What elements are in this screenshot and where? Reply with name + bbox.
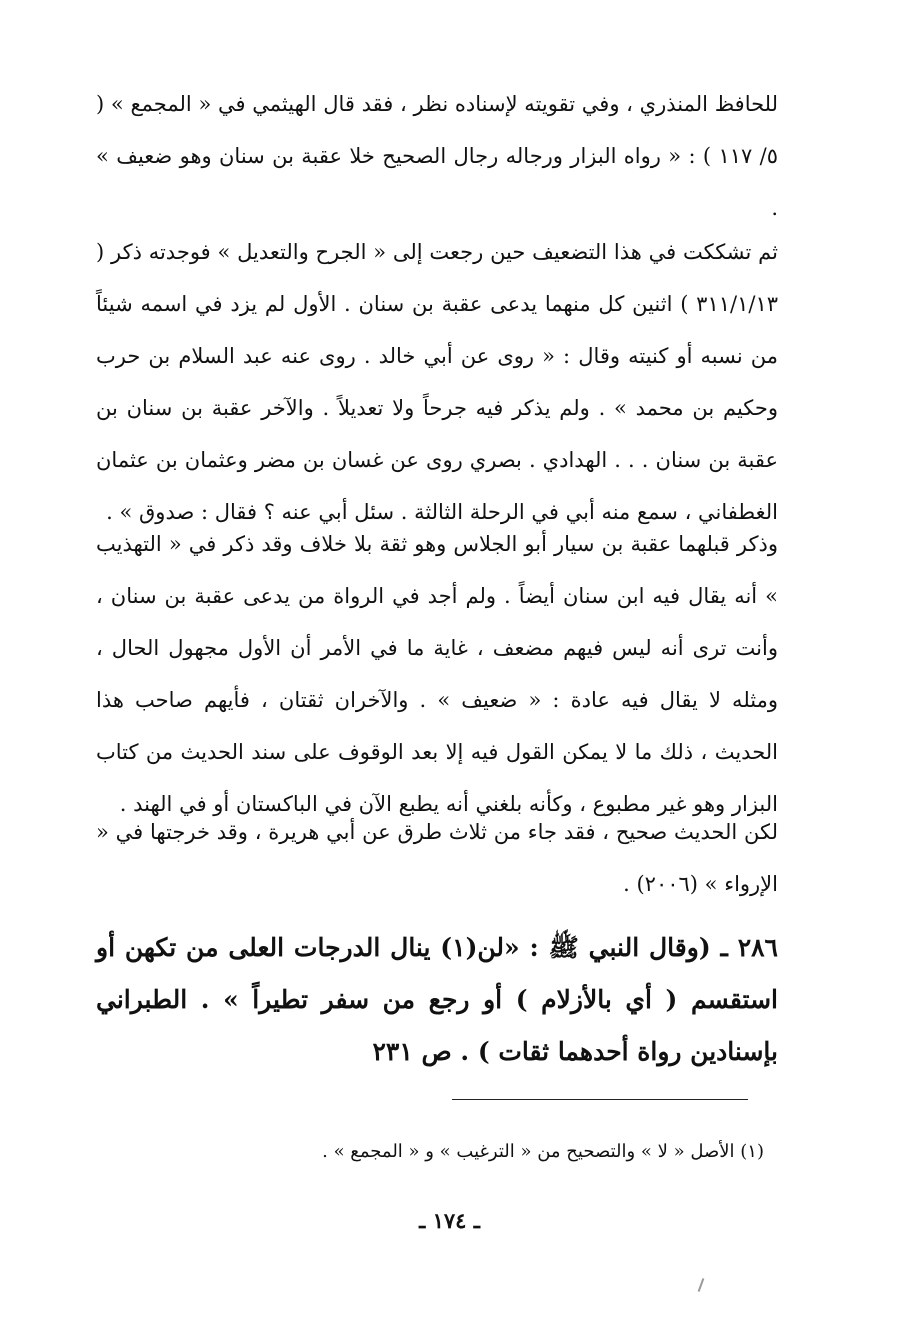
paragraph-4: لكن الحديث صحيح ، فقد جاء من ثلاث طرق عن أبي هريرة ، وقد خرجتها في « الإرواء » (٢٠٠٦) . <box>96 820 778 896</box>
footnote-separator <box>452 1099 748 1100</box>
footnote: (١) الأصل « لا » والتصحيح من « الترغيب » و « المجمع » . <box>322 1141 764 1162</box>
paragraph-3: وذكر قبلهما عقبة بن سيار أبو الجلاس وهو ثقة بلا خلاف وقد ذكر في « التهذيب » أنه يقال فيه ابن سنان أيضاً . ولم أجد في الرواة من يدعى عقبة بن سنان ، وأنت ترى أنه ليس فيهم مضعف ، غاية ما في الأمر أن الأول مجهول الحال ، ومثله لا يقال فيه عادة : « ضعيف » . والآخران ثقتان ، فأيهم صاحب هذا الحديث ، ذلك ما لا يمكن القول فيه إلا بعد الوقوف على سند الحديث من كتاب البزار وهو غير مطبوع ، وكأنه بلغني أنه يطبع الآن في الباكستان أو في الهند . <box>96 532 778 816</box>
paragraph-1: للحافظ المنذري ، وفي تقويته لإسناده نظر ، فقد قال الهيثمي في « المجمع » ( ٥/ ١١٧ ) : « رواه البزار ورجاله رجال الصحيح خلا عقبة بن سنان وهو ضعيف » . <box>96 92 778 220</box>
page-number: ـ ١٧٤ ـ <box>419 1208 480 1233</box>
hadith-text: ٢٨٦ ـ (وقال النبي ﷺ : «لن(١) ينال الدرجات العلى من تكهن أو استقسم ( أي بالأزلام ) أو رجع من سفر تطيراً » . الطبراني بإسنادين رواة أحدهما ثقات ) . ص ٢٣١ <box>96 933 778 1066</box>
scan-speck <box>698 1278 705 1292</box>
paragraph-2: ثم تشككت في هذا التضعيف حين رجعت إلى « الجرح والتعديل » فوجدته ذكر ( ٣١١/١/١٣ ) اثنين كل منهما يدعى عقبة بن سنان . الأول لم يزد في اسمه شيئاً من نسبه أو كنيته وقال : « روى عن أبي خالد . روى عنه عبد السلام بن حرب وحكيم بن محمد » . ولم يذكر فيه جرحاً ولا تعديلاً . والآخر عقبة بن سنان بن عقبة بن سنان . . . الهدادي . بصري روى عن غسان بن مضر وعثمان بن عثمان الغطفاني ، سمع منه أبي في الرحلة الثالثة . سئل أبي عنه ؟ فقال : صدوق » . <box>96 240 778 524</box>
